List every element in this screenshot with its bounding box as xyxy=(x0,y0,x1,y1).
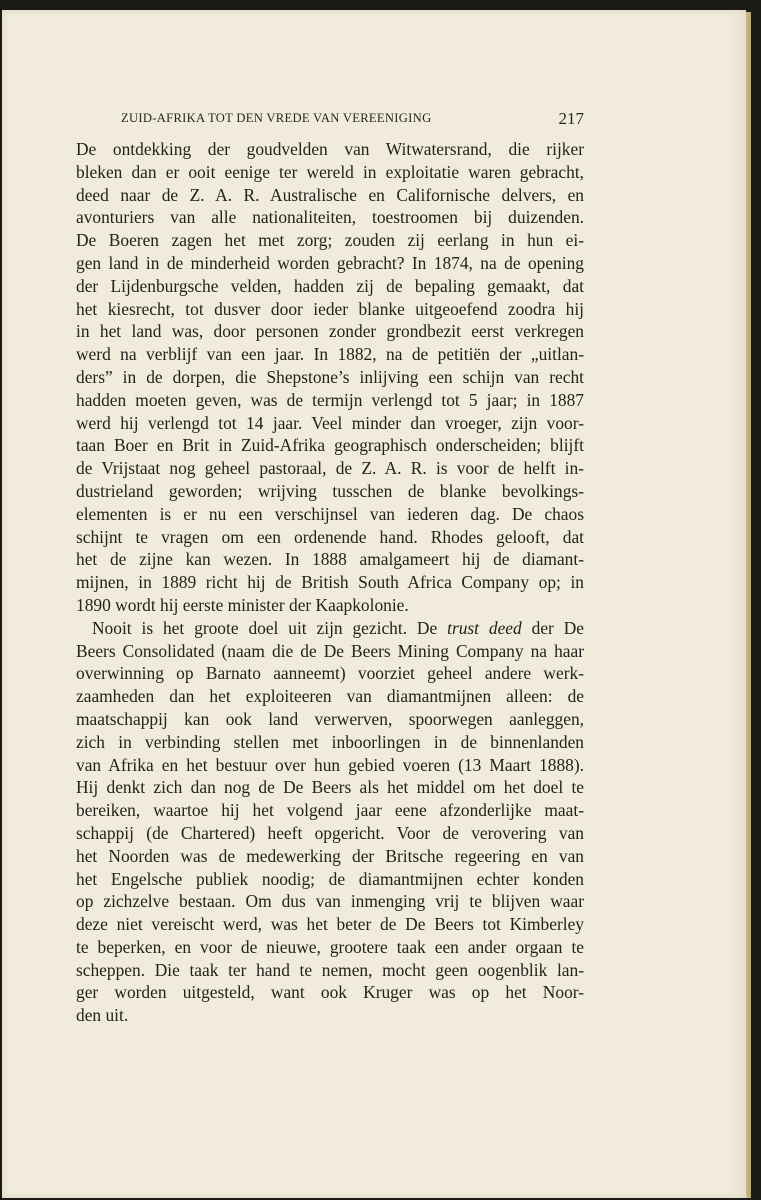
text-line: het de zijne kan wezen. In 1888 amalgameert hij de diamant- xyxy=(76,549,584,570)
text-line: ger worden uitgesteld, want ook Kruger was op het Noor- xyxy=(76,982,584,1003)
page-edge xyxy=(746,12,751,1198)
text-line: bleken dan er ooit eenige ter wereld in exploitatie waren gebracht, xyxy=(76,161,584,182)
text-line: der Lijdenburgsche velden, hadden zij de bepaling gemaakt, dat xyxy=(76,275,584,296)
text-line: elementen is er nu een verschijnsel van iederen dag. De chaos xyxy=(76,503,584,524)
text-line: zaamheden dan het exploiteeren van diamantmijnen alleen: de xyxy=(76,686,584,707)
text-line: werd hij verlengd tot 14 jaar. Veel minder dan vroeger, zijn voor- xyxy=(76,412,584,433)
running-head-title: ZUID-AFRIKA TOT DEN VREDE VAN VEREENIGING xyxy=(121,111,432,125)
text-line: het Noorden was de medewerking der Britsche regeering en van xyxy=(76,845,584,866)
text-line: de Vrijstaat nog geheel pastoraal, de Z. A. R. is voor de helft in- xyxy=(76,458,584,479)
text-line: scheppen. Die taak ter hand te nemen, mocht geen oogenblik lan- xyxy=(76,959,584,980)
page-number: 217 xyxy=(558,109,584,128)
text-line: 1890 wordt hij eerste minister der Kaapkolonie. xyxy=(76,594,409,615)
text-line: overwinning op Barnato aanneemt) voorziet geheel andere werk- xyxy=(76,663,584,684)
text-line: in het land was, door personen zonder grondbezit eerst verkregen xyxy=(76,321,584,342)
text-line: schappij (de Chartered) heeft opgericht. Voor de verovering van xyxy=(76,822,584,843)
text-line: te beperken, en voor de nieuwe, grootere taak een ander orgaan te xyxy=(76,936,584,957)
text-line: taan Boer en Brit in Zuid-Afrika geographisch onderscheiden; blijft xyxy=(76,435,584,456)
text-line: De Boeren zagen het met zorg; zouden zij eerlang in hun ei- xyxy=(76,230,584,251)
text-line: avonturiers van alle nationaliteiten, toestroomen bij duizenden. xyxy=(76,207,584,228)
text-line: den uit. xyxy=(76,1005,129,1026)
running-head xyxy=(121,109,584,129)
text-line: mijnen, in 1889 richt hij de British South Africa Company op; in xyxy=(76,572,584,593)
text-line: ders” in de dorpen, die Shepstone’s inlijving een schijn van recht xyxy=(76,366,584,387)
text-line: De ontdekking der goudvelden van Witwatersrand, die rijker xyxy=(76,139,584,159)
text-line: bereiken, waartoe hij het volgend jaar eene afzonderlijke maat- xyxy=(76,800,584,821)
text-line: hadden moeten geven, was de termijn verlengd tot 5 jaar; in 1887 xyxy=(76,389,584,410)
text-line: op zichzelve bestaan. Om dus van inmenging vrij te blijven waar xyxy=(76,891,584,912)
text-line: van Afrika en het bestuur over hun gebied voeren (13 Maart 1888). xyxy=(76,754,584,775)
text-line: maatschappij kan ook land verwerven, spoorwegen aanleggen, xyxy=(76,708,584,729)
text-line: deze niet vereischt werd, was het beter de De Beers tot Kimberley xyxy=(76,914,584,935)
text-line: gen land in de minderheid worden gebracht? In 1874, na de opening xyxy=(76,252,584,273)
text-line: Hij denkt zich dan nog de De Beers als het middel om het doel te xyxy=(76,777,584,798)
text-line: Beers Consolidated (naam die de De Beers Mining Company na haar xyxy=(76,640,584,661)
text-line: Nooit is het groote doel uit zijn gezicht. De trust deed der De xyxy=(92,617,584,638)
text-line: deed naar de Z. A. R. Australische en Californische delvers, en xyxy=(76,184,584,205)
text-line: dustrieland geworden; wrijving tusschen de blanke bevolkings- xyxy=(76,480,584,501)
text-line: het kiesrecht, tot dusver door ieder blanke uitgeoefend zoodra hij xyxy=(76,298,584,319)
text-line: werd na verblijf van een jaar. In 1882, na de petitiën der „uitlan- xyxy=(76,344,584,365)
text-line: schijnt te vragen om een ordenende hand. Rhodes gelooft, dat xyxy=(76,526,584,547)
body-text xyxy=(76,138,584,1027)
text-line: het Engelsche publiek noodig; de diamantmijnen echter konden xyxy=(76,868,584,889)
text-line: zich in verbinding stellen met inboorlingen in de binnenlanden xyxy=(76,731,584,752)
